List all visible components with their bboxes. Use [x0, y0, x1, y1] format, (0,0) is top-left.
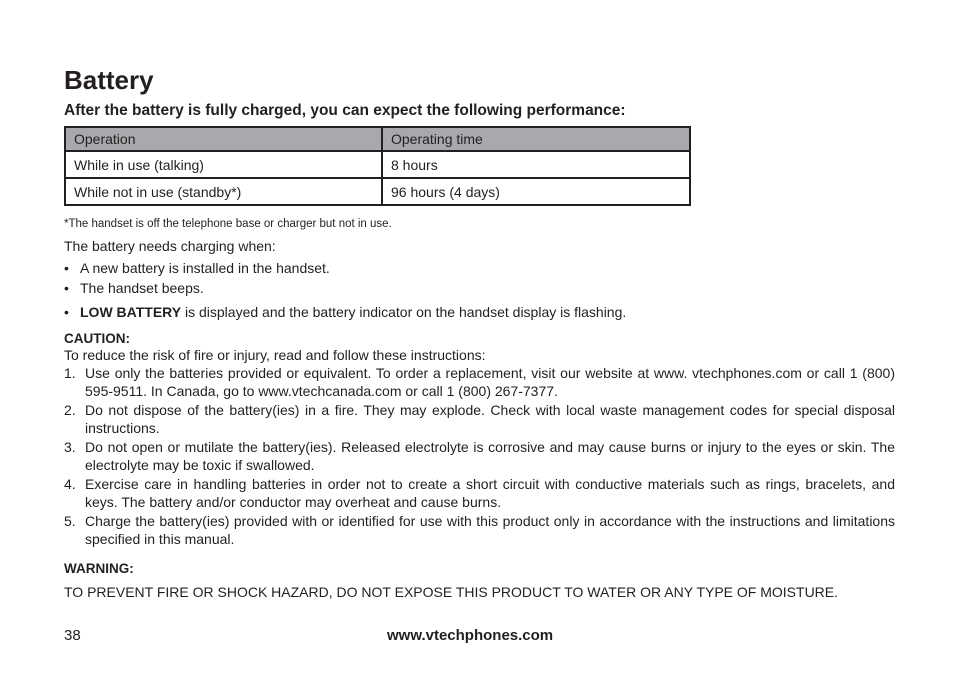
table-header-operating-time: Operating time: [382, 127, 690, 151]
table-footnote: *The handset is off the telephone base or charger but not in use.: [64, 218, 392, 230]
table-row: [65, 151, 690, 178]
item-number: 3.: [64, 439, 76, 455]
bullet-text: [80, 304, 626, 321]
caution-list: [64, 364, 895, 549]
section-subtitle: After the battery is fully charged, you can expect the following performance:: [64, 102, 626, 119]
bullet-text: The handset beeps.: [80, 280, 204, 296]
table-cell: 96 hours (4 days): [382, 178, 690, 205]
caution-heading: CAUTION:: [64, 331, 130, 346]
page-title: Battery: [64, 65, 154, 95]
item-text: Do not open or mutilate the battery(ies). Released electrolyte is corrosive and may cause burns or injury to the eyes or skin. The electrolyte may be toxic if swallowed.: [85, 439, 895, 473]
list-item: [64, 304, 626, 321]
item-text: Exercise care in handling batteries in order not to create a short circuit with conductive materials such as rings, bracelets, and keys. The battery and/or conductor may overheat and cause burns.: [85, 476, 895, 510]
bullet-text: A new battery is installed in the handset.: [80, 260, 330, 276]
low-battery-description: is displayed and the battery indicator on the handset display is flashing.: [181, 304, 627, 320]
charging-intro: The battery needs charging when:: [64, 238, 276, 254]
item-text: Charge the battery(ies) provided with or identified for use with this product only in accordance with the instructions and limitations specified in this manual.: [85, 513, 895, 547]
table-cell: While not in use (standby*): [65, 178, 382, 205]
item-number: 4.: [64, 476, 76, 492]
table-row: [65, 178, 690, 205]
page-number: 38: [64, 627, 81, 644]
table-cell: 8 hours: [382, 151, 690, 178]
warning-heading: WARNING:: [64, 561, 134, 576]
bullet-marker: •: [64, 304, 69, 320]
item-text: Use only the batteries provided or equivalent. To order a replacement, visit our website at www. vtechphones.com or call 1 (800) 595-9511. In Canada, go to www.vtechcanada.com or call 1 (800) 267-7377.: [85, 365, 895, 399]
table-header-operation: Operation: [65, 127, 382, 151]
list-item: [64, 364, 895, 400]
low-battery-label: LOW BATTERY: [80, 304, 182, 320]
list-item: [64, 438, 895, 474]
list-item: [64, 475, 895, 511]
bullet-marker: •: [64, 280, 69, 296]
performance-table: [64, 126, 691, 206]
table-header-row: [65, 127, 690, 151]
footer-url: www.vtechphones.com: [387, 627, 554, 644]
list-item: [64, 401, 895, 437]
caution-intro: To reduce the risk of fire or injury, read and follow these instructions:: [64, 347, 486, 363]
item-text: Do not dispose of the battery(ies) in a fire. They may explode. Check with local waste management codes for special disposal instructions.: [85, 402, 895, 436]
list-item: [64, 512, 895, 548]
bullet-marker: •: [64, 260, 69, 276]
item-number: 5.: [64, 513, 76, 529]
item-number: 2.: [64, 402, 76, 418]
warning-text: TO PREVENT FIRE OR SHOCK HAZARD, DO NOT EXPOSE THIS PRODUCT TO WATER OR ANY TYPE OF MOISTURE.: [64, 584, 839, 600]
table-cell: While in use (talking): [65, 151, 382, 178]
item-number: 1.: [64, 365, 76, 381]
list-item: [64, 260, 330, 277]
list-item: [64, 280, 204, 297]
